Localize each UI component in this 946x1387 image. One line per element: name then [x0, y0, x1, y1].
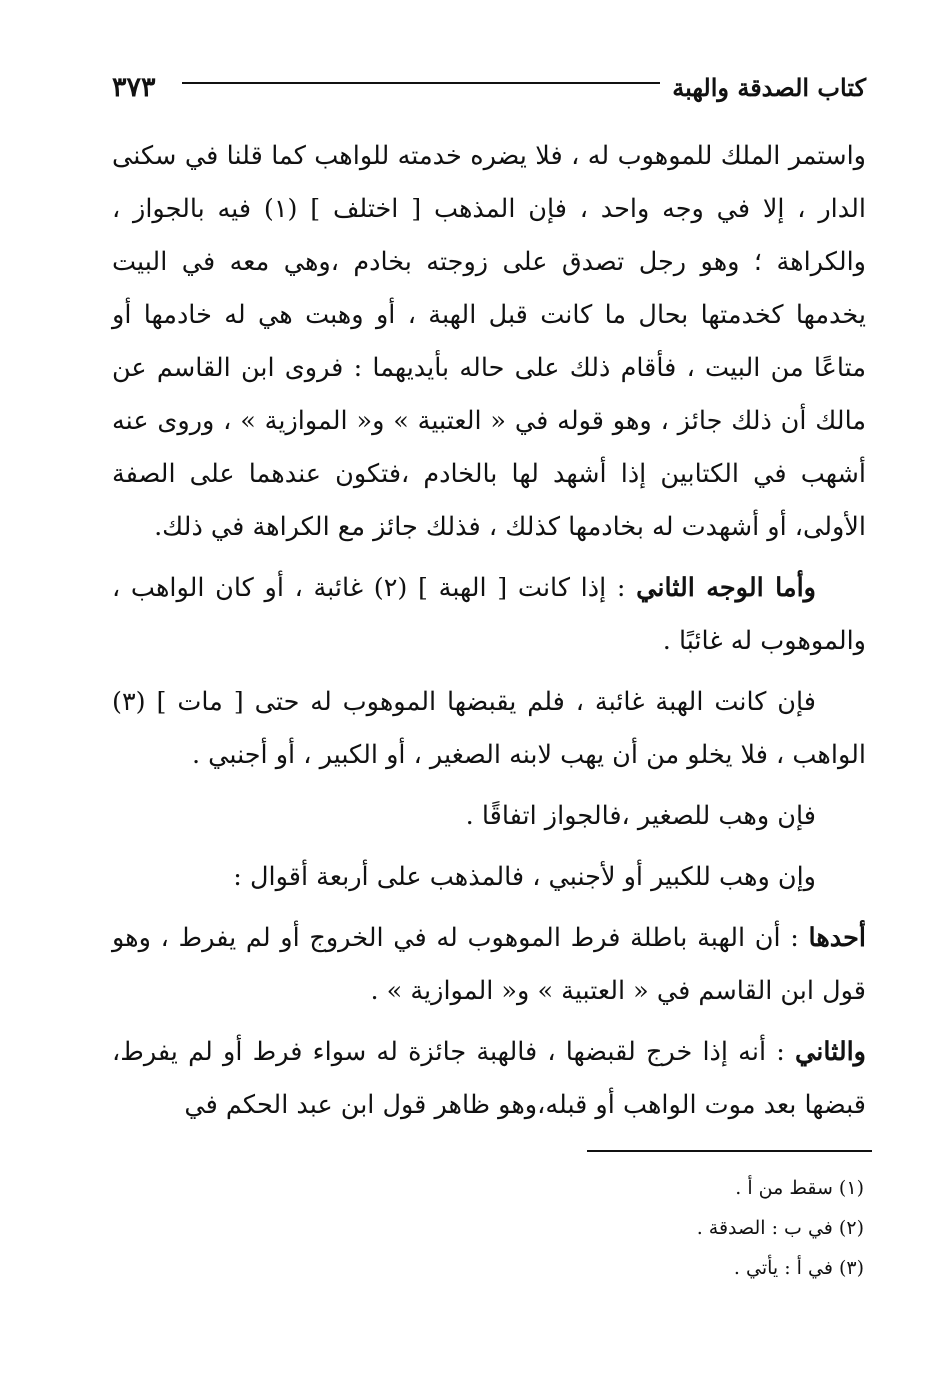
paragraph-2 [112, 562, 866, 668]
footnote-1: (١) سقط من أ . [735, 1177, 864, 1199]
section-heading: وأما الوجه الثاني [636, 573, 816, 603]
footnote-separator [587, 1150, 872, 1152]
paragraph-4: فإن وهب للصغير ،فالجواز اتفاقًا . [465, 801, 816, 831]
header-rule [182, 82, 661, 84]
footnote-2: (٢) في ب : الصدقة . [696, 1217, 864, 1239]
opinion-two-heading: والثاني [795, 1037, 866, 1067]
paragraph-6 [112, 912, 866, 1018]
paragraph-7 [112, 1026, 866, 1132]
footnote-3: (٣) في أ : يأتي . [733, 1257, 864, 1279]
paragraph-6-text: : أن الهبة باطلة فرط الموهوب له في الخروج أو لم يفرط ، وهو قول ابن القاسم في « العتبية » و« الموازية » . [112, 923, 866, 1006]
page-number: ٣٧٣ [112, 71, 156, 103]
main-text [112, 130, 866, 1132]
opinion-one-heading: أحدها [808, 923, 866, 953]
paragraph-3: فإن كانت الهبة غائبة ، فلم يقبضها الموهوب له حتى [ مات ] (٣) الواهب ، فلا يخلو من أن يهب لابنه الصغير ، أو الكبير ، أو أجنبي . [112, 687, 866, 770]
paragraph-7-text: : أنه إذا خرج لقبضها ، فالهبة جائزة له سواء فرط أو لم يفرط، قبضها بعد موت الواهب أو قبله،وهو ظاهر قول ابن عبد الحكم في [112, 1037, 866, 1120]
page-header [112, 64, 866, 110]
footnotes [364, 1168, 864, 1288]
paragraph-5: وإن وهب للكبير أو لأجنبي ، فالمذهب على أربعة أقوال : [233, 862, 816, 892]
paragraph-1: واستمر الملك للموهوب له ، فلا يضره خدمته للواهب كما قلنا في سكنى الدار ، إلا في وجه واحد ، فإن المذهب [ اختلف ] (١) فيه بالجواز ، والكراهة ؛ وهو رجل تصدق على زوجته بخادم ،وهي معه في البيت يخدمها كخدمتها بحال ما كانت قبل الهبة ، أو وهبت هي له خادمها أو متاعًا من البيت ، فأقام ذلك على حاله بأيديهما : فروى ابن القاسم عن مالك أن ذلك جائز ، وهو قوله في « العتبية » و« الموازية » ، وروى عنه أشهب في الكتابين إذا أشهد لها بالخادم ،فتكون عندهما على الصفة الأولى، أو أشهدت له بخادمها كذلك ، فذلك جائز مع الكراهة في ذلك. [112, 141, 866, 542]
running-title: كتاب الصدقة والهبة [672, 72, 866, 102]
paragraph-2-text: : إذا كانت [ الهبة ] (٢) غائبة ، أو كان الواهب ، والموهوب له غائبًا . [112, 573, 866, 656]
